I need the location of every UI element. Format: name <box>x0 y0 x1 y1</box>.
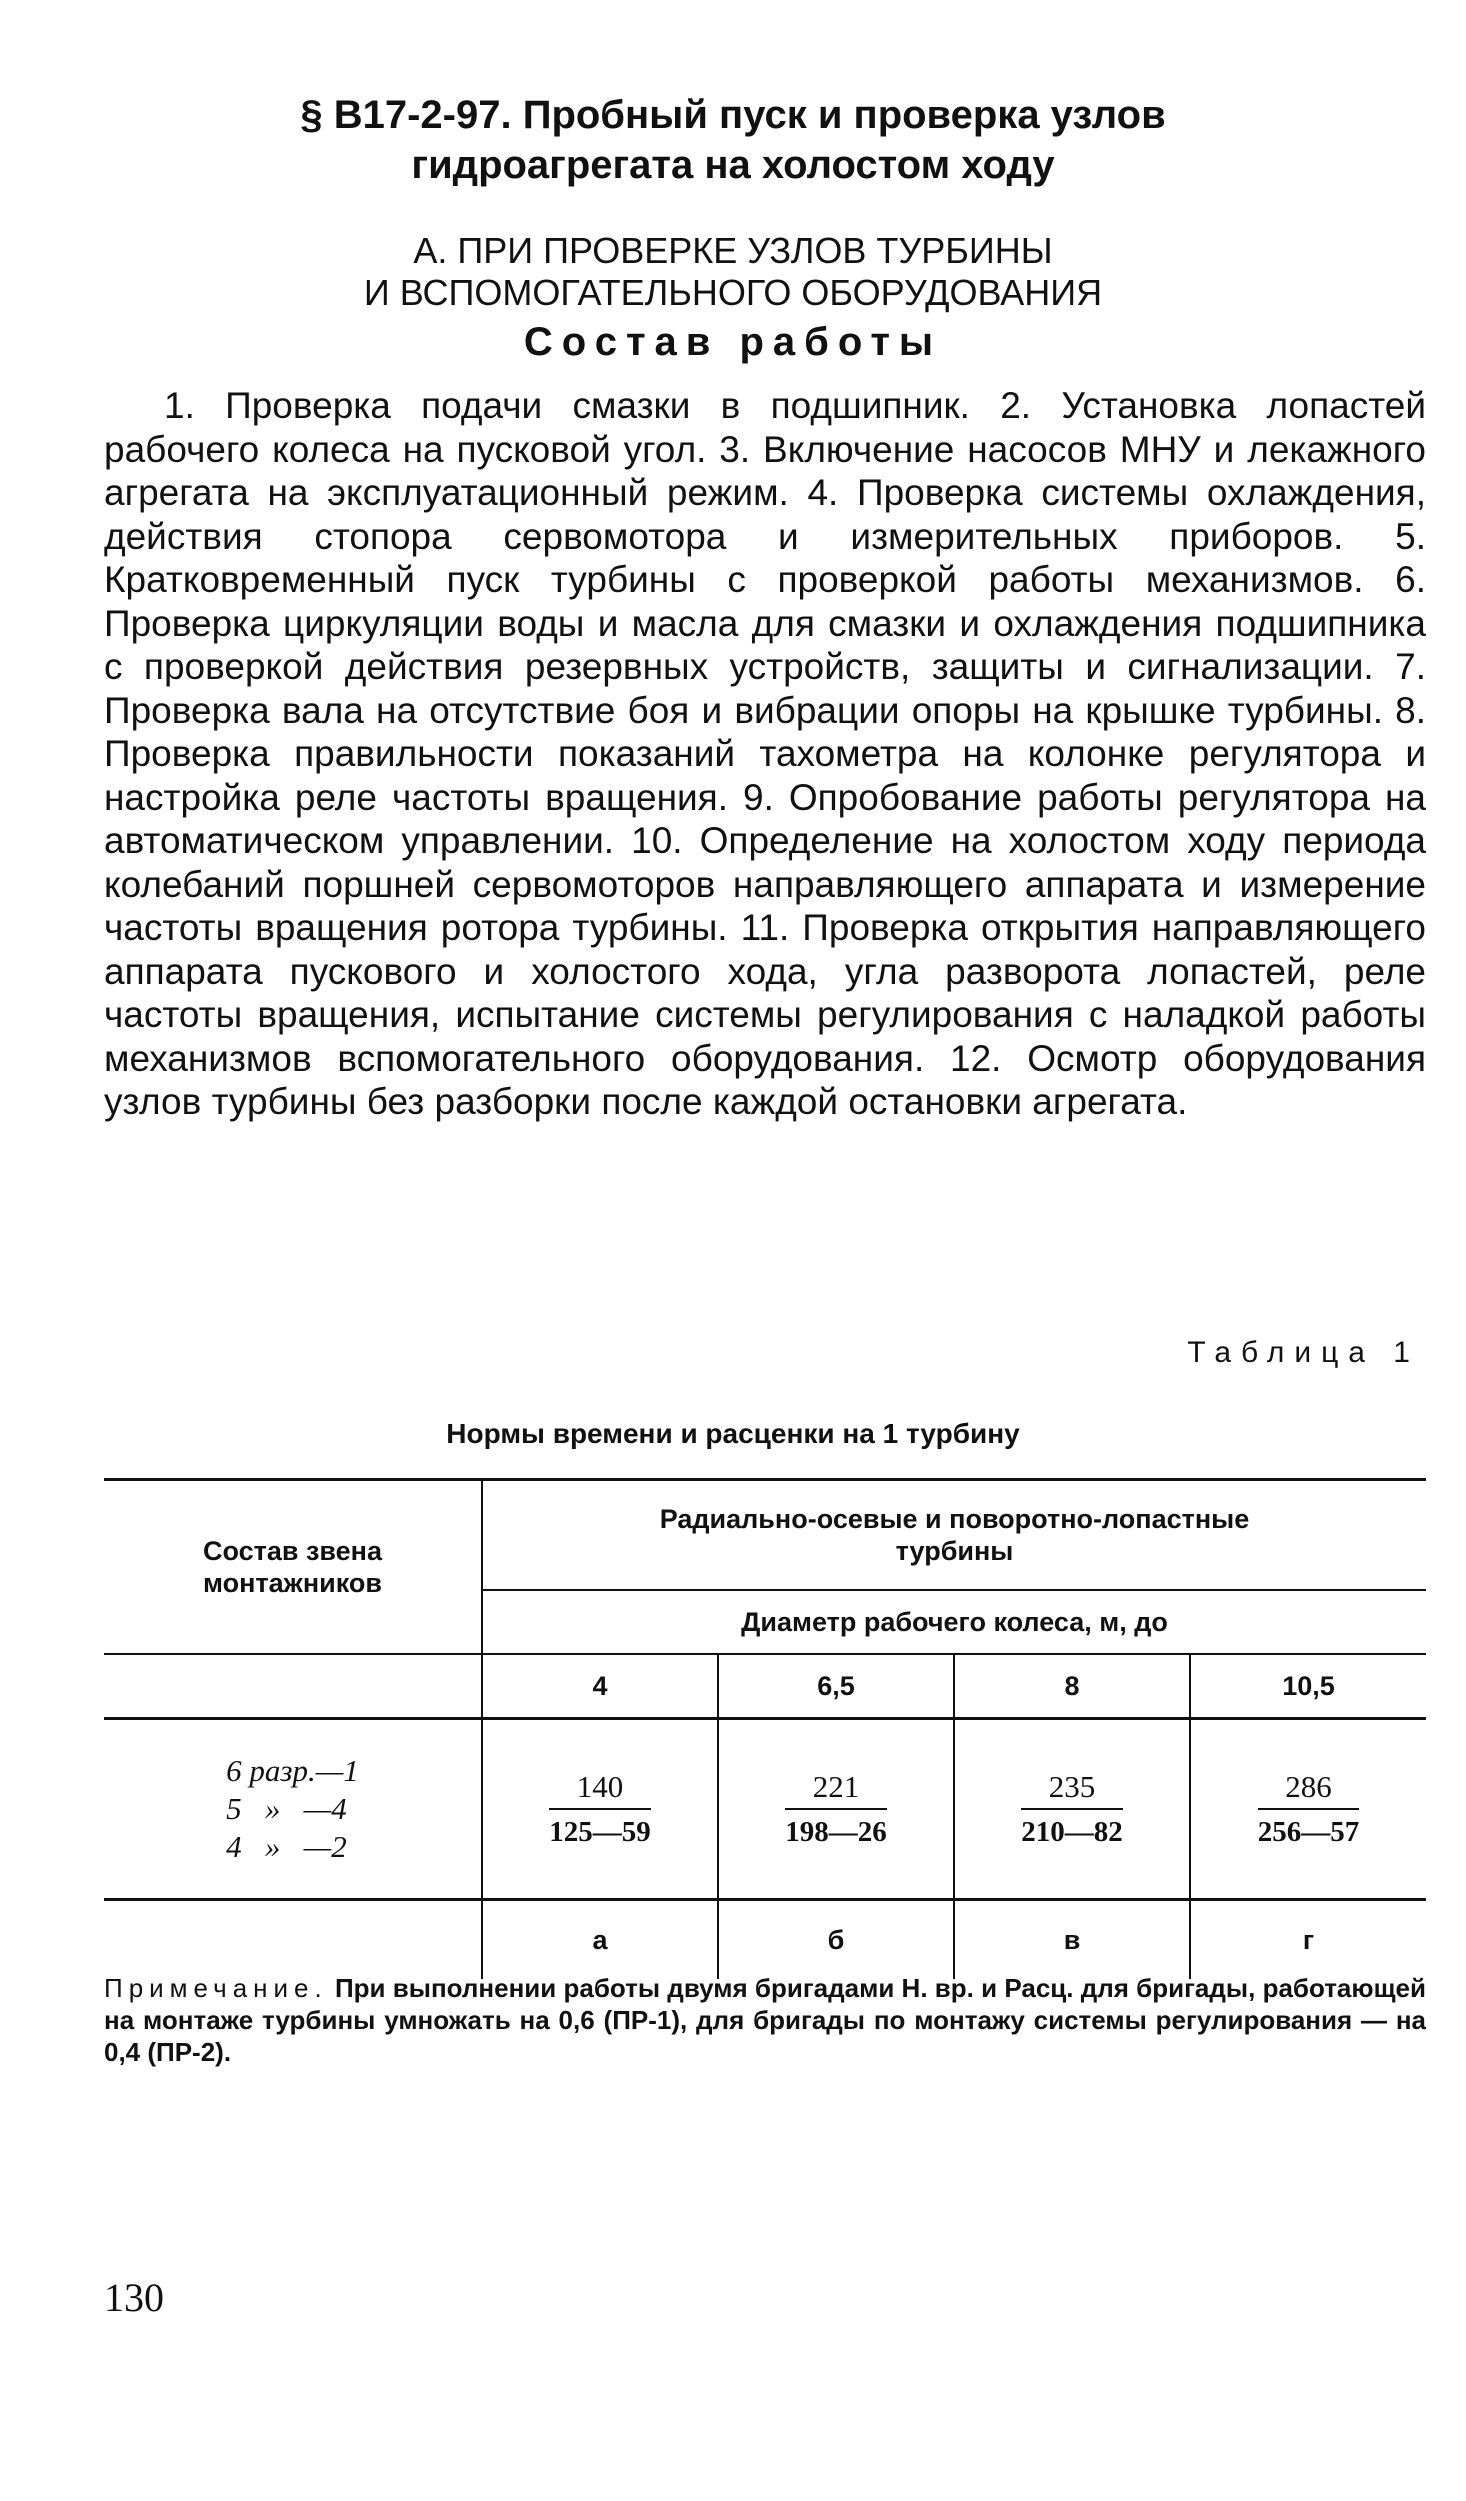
value-cell <box>954 1719 1190 1900</box>
rate: 125—59 <box>549 1816 651 1848</box>
page-title <box>0 90 1466 190</box>
crew-line: 6 разр.—1 <box>226 1753 359 1788</box>
subtitle <box>0 230 1466 314</box>
subtitle-line-2: И ВСПОМОГАТЕЛЬНОГО ОБОРУДОВАНИЯ <box>363 272 1103 313</box>
column-letter: а <box>482 1900 718 1980</box>
page-number: 130 <box>104 2275 164 2320</box>
rate: 210—82 <box>1021 1816 1123 1848</box>
column-letter: в <box>954 1900 1190 1980</box>
section-heading: Состав работы <box>523 320 943 364</box>
table-note <box>104 1972 1426 2068</box>
table-label: Таблица 1 <box>1187 1336 1420 1369</box>
rate: 256—57 <box>1257 1816 1360 1848</box>
time-norm: 140 <box>549 1769 651 1810</box>
diameter-cell: 6,5 <box>718 1654 954 1719</box>
turbine-type-header <box>482 1480 1426 1591</box>
crew-line: 4 » —2 <box>226 1829 347 1864</box>
value-cell <box>482 1719 718 1900</box>
title-line-2: гидроагрегата на холостом ходу <box>411 143 1055 187</box>
crew-composition-cell <box>104 1719 482 1900</box>
note-text: При выполнении работы двумя бригадами Н. вр. и Расц. для бригады, работающей на монтаже турбины умножать на 0,6 (ПР-1), для бригады по монтажу системы регулирования — на 0,4 (ПР-2). <box>104 1973 1426 2067</box>
column-letter: б <box>718 1900 954 1980</box>
column-letter: г <box>1190 1900 1426 1980</box>
note-lead: Примечание. <box>104 1973 328 2003</box>
rate: 198—26 <box>785 1816 887 1848</box>
diameter-header: Диаметр рабочего колеса, м, до <box>482 1590 1426 1654</box>
table-caption: Нормы времени и расценки на 1 турбину <box>446 1418 1020 1449</box>
norms-table <box>104 1478 1426 1979</box>
crew-line: 5 » —4 <box>226 1791 347 1826</box>
value-cell <box>1190 1719 1426 1900</box>
time-norm: 286 <box>1258 1769 1360 1810</box>
time-norm: 221 <box>785 1769 887 1810</box>
diameter-cell: 8 <box>954 1654 1190 1719</box>
turbine-type-header-text: Радиально-осевые и поворотно-лопастные турбины <box>659 1504 1250 1566</box>
diameter-cell: 10,5 <box>1190 1654 1426 1719</box>
title-line-1: § В17-2-97. Пробный пуск и проверка узлов <box>300 93 1166 137</box>
time-norm: 235 <box>1021 1769 1123 1810</box>
empty-cell <box>104 1900 482 1980</box>
empty-cell <box>104 1654 482 1719</box>
body-paragraph: 1. Проверка подачи смазки в подшипник. 2. Установка лопастей рабочего колеса на пусковой угол. 3. Включение насосов МНУ и лекажного агрегата на эксплуатационный режим. 4. Проверка системы охлаждения, действия стопора сервомотора и измерительных приборов. 5. Кратковременный пуск турбины с проверкой работы механизмов. 6. Проверка циркуляции воды и масла для смазки и охлаждения подшипника с проверкой действия резервных устройств, защиты и сигнализации. 7. Проверка вала на отсутствие боя и вибрации опоры на крышке турбины. 8. Проверка правильности показаний тахометра на колонке регулятора и настройка реле частоты вращения. 9. Опробование работы регулятора на автоматическом управлении. 10. Определение на холостом ходу периода колебаний поршней сервомоторов направляющего аппарата и измерение частоты вращения ротора турбины. 11. Проверка открытия направляющего аппарата пускового и холостого хода, угла разворота лопастей, реле частоты вращения, испытание системы регулирования с наладкой работы механизмов вспомогательного оборудования. 12. Осмотр оборудования узлов турбины без разборки после каждой остановки агрегата. <box>104 385 1426 1122</box>
subtitle-line-1: А. ПРИ ПРОВЕРКЕ УЗЛОВ ТУРБИНЫ <box>413 230 1053 271</box>
value-cell <box>718 1719 954 1900</box>
crew-header: Состав звена монтажников <box>104 1480 482 1655</box>
diameter-cell: 4 <box>482 1654 718 1719</box>
